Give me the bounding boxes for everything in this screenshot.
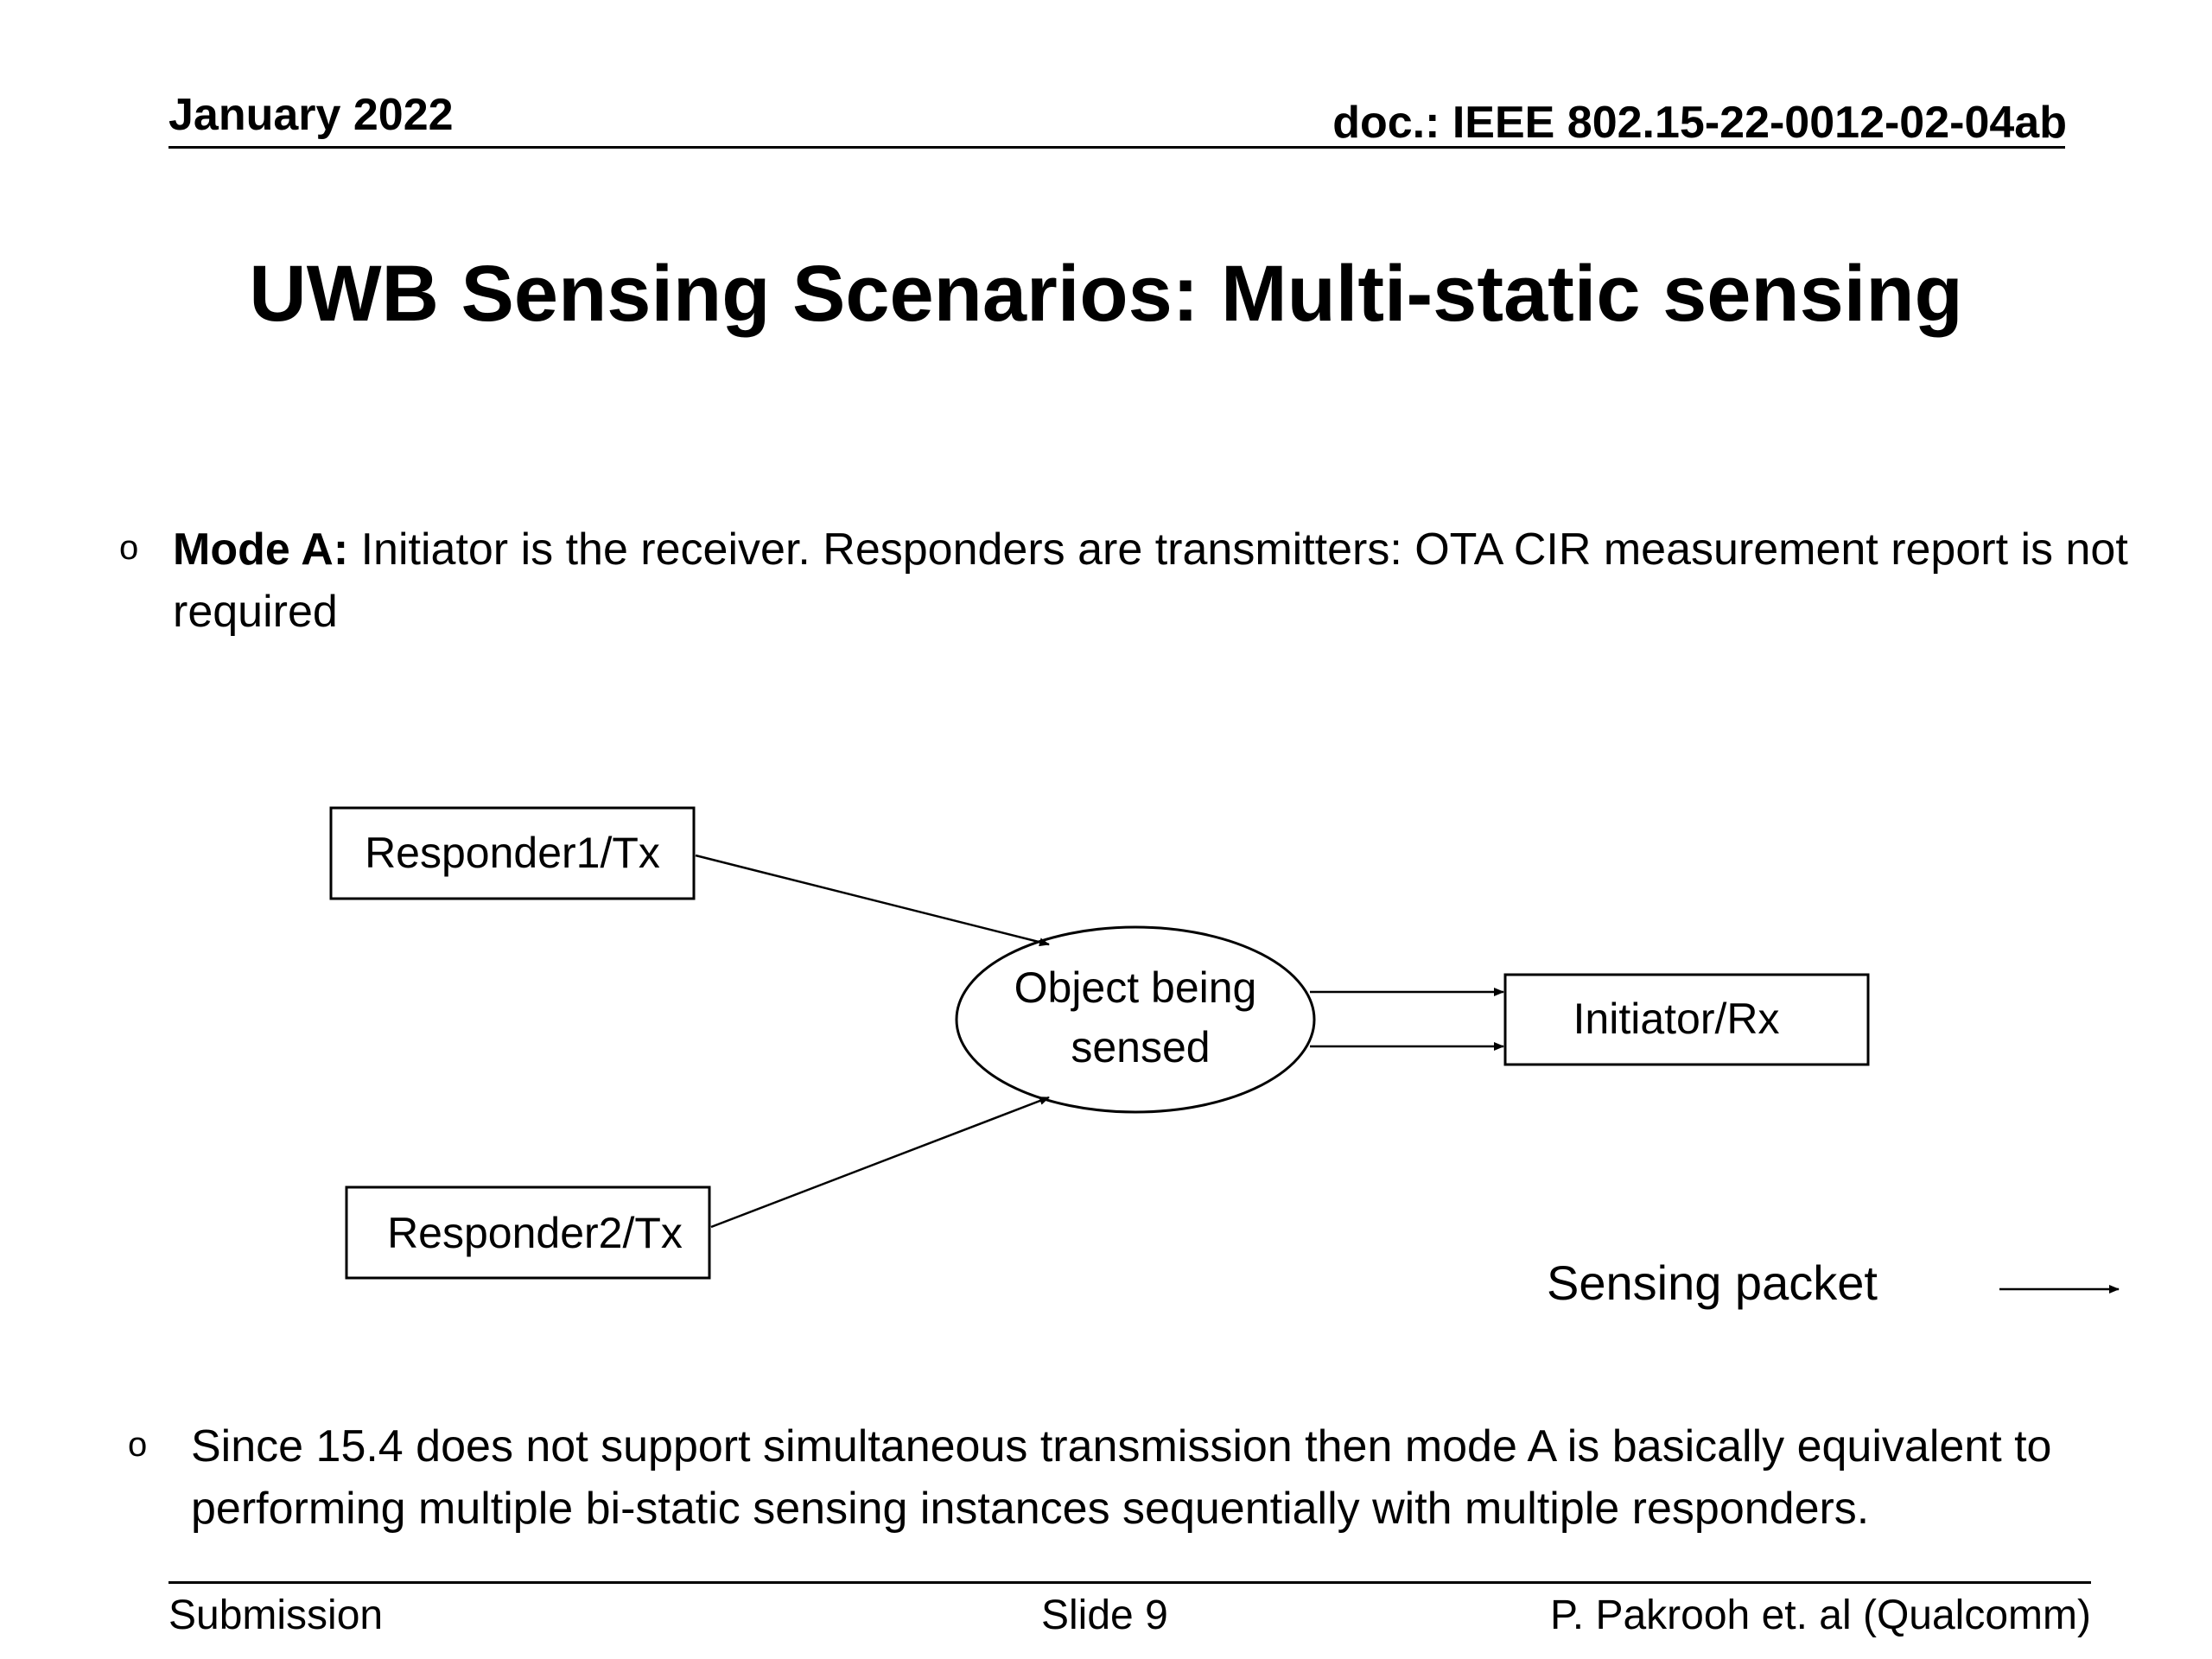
object-label-line2: sensed xyxy=(1071,1023,1211,1071)
initiator-label: Initiator/Rx xyxy=(1573,995,1780,1043)
object-ellipse xyxy=(957,927,1314,1112)
responder2-label: Responder2/Tx xyxy=(387,1209,683,1257)
footer-author: P. Pakrooh et. al (Qualcomm) xyxy=(1549,1592,2091,1638)
arrow-responder1-to-object xyxy=(696,855,1049,944)
footer-divider xyxy=(168,1581,2091,1584)
bullet-marker-2: o xyxy=(128,1426,148,1464)
slide-title: UWB Sensing Scenarios: Multi-static sensing xyxy=(249,250,1963,338)
header-doc-id: doc.: IEEE 802.15-22-0012-02-04ab xyxy=(1332,98,2067,148)
responder1-label: Responder1/Tx xyxy=(365,829,660,877)
arrow-responder2-to-object xyxy=(711,1097,1049,1227)
footer-submission: Submission xyxy=(168,1592,384,1638)
legend-label: Sensing packet xyxy=(1547,1255,1878,1310)
object-label-line1: Object being xyxy=(1014,963,1257,1012)
bullet-sequential: Since 15.4 does not support simultaneous transmission then mode A is basically equivalent to performing multiple bi-static sensing instances sequentially with multiple responders. xyxy=(191,1421,2052,1534)
footer-slide-number: Slide 9 xyxy=(1041,1592,1168,1638)
bullet-marker-1: o xyxy=(119,529,139,567)
bullet-mode-a-label: Mode A: xyxy=(173,524,349,575)
header-date: January 2022 xyxy=(168,90,454,140)
bullet-mode-a-text: Initiator is the receiver. Responders are transmitters: OTA CIR measurement report is not required xyxy=(173,524,2128,637)
